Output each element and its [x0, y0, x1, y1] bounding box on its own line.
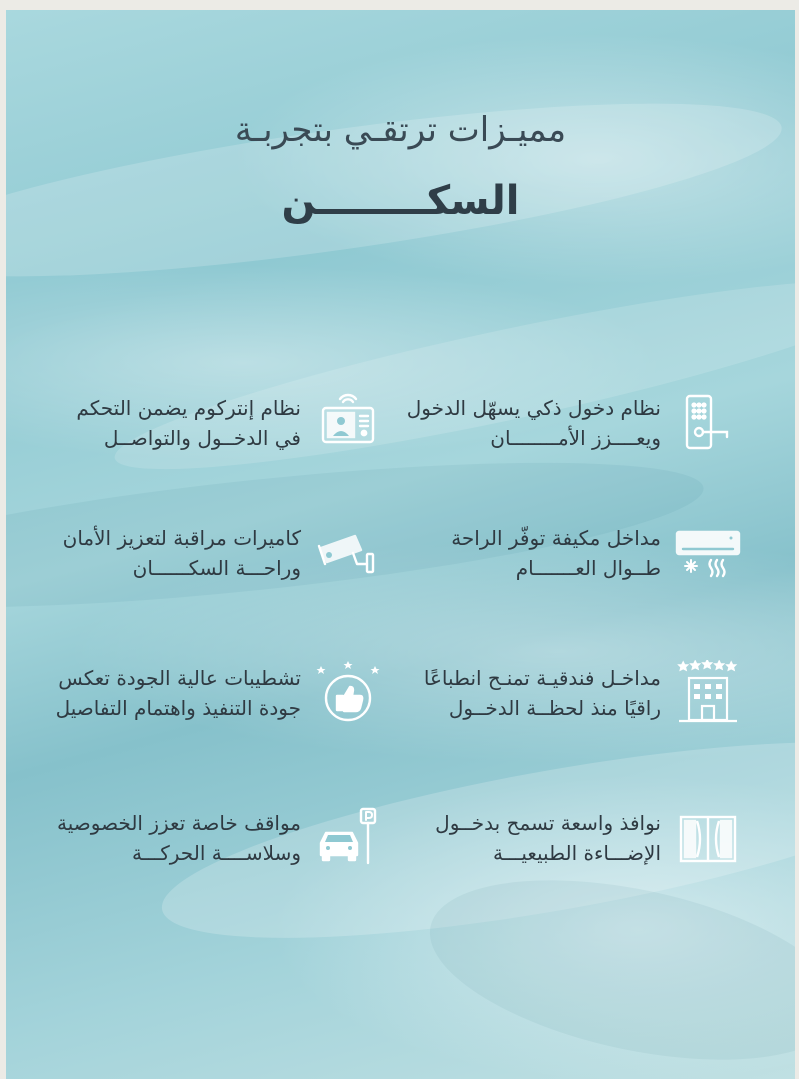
feature-line-2: ويعــــزز الأمــــــــان	[490, 426, 661, 450]
feature-line-2: طــوال العـــــــام	[515, 556, 661, 580]
feature-line-2: وراحـــة السكــــــان	[132, 556, 301, 580]
feature-line-1: مواقف خاصة تعزز الخصوصية	[57, 811, 301, 835]
heading-line-1: مميـزات ترتقـي بتجربـة	[234, 110, 567, 150]
heading-line-2: السكــــــــن	[281, 178, 520, 224]
feature-text	[63, 523, 301, 583]
feature-smart-entry	[407, 390, 741, 456]
feature-windows	[435, 805, 741, 871]
feature-line-2: جودة التنفيذ واهتمام التفاصيل	[55, 696, 301, 720]
feature-line-2: في الدخــول والتواصــل	[103, 426, 301, 450]
window-icon	[675, 805, 741, 871]
feature-text	[56, 663, 301, 723]
feature-line-1: مداخـل فندقيـة تمنـح انطباعًا	[423, 666, 661, 690]
hotel-building-icon	[675, 660, 741, 726]
feature-line-1: تشطيبات عالية الجودة تعكس	[58, 666, 301, 690]
feature-cameras	[63, 520, 381, 586]
feature-line-2: راقيًا منذ لحظــة الدخــول	[448, 696, 661, 720]
feature-text	[407, 393, 661, 453]
feature-line-1: نظام إنتركوم يضمن التحكم	[76, 396, 301, 420]
feature-text	[57, 808, 301, 868]
air-conditioner-icon	[675, 520, 741, 586]
feature-air-conditioned	[451, 520, 741, 586]
feature-line-1: مداخل مكيفة توفّر الراحة	[451, 526, 661, 550]
feature-hotel-entrances	[424, 660, 741, 726]
feature-line-1: كاميرات مراقبة لتعزيز الأمان	[62, 526, 301, 550]
wave-texture	[105, 248, 795, 502]
feature-text	[435, 808, 661, 868]
feature-line-2: الإضـــاءة الطبيعيـــة	[493, 841, 661, 865]
feature-text	[76, 393, 301, 453]
smart-lock-icon	[675, 390, 741, 456]
feature-finishes	[56, 660, 381, 726]
intercom-icon	[315, 390, 381, 456]
feature-intercom	[76, 390, 381, 456]
feature-line-1: نظام دخول ذكي يسهّل الدخول	[406, 396, 661, 420]
quality-thumbs-up-icon	[315, 660, 381, 726]
parking-car-icon	[315, 805, 381, 871]
feature-line-2: وسلاســــة الحركـــة	[131, 841, 301, 865]
feature-text	[424, 663, 661, 723]
feature-parking	[57, 805, 381, 871]
feature-text	[451, 523, 661, 583]
background-panel	[6, 10, 795, 1079]
security-camera-icon	[315, 520, 381, 586]
feature-line-1: نوافذ واسعة تسمح بدخــول	[435, 811, 661, 835]
wave-texture	[414, 848, 795, 1079]
